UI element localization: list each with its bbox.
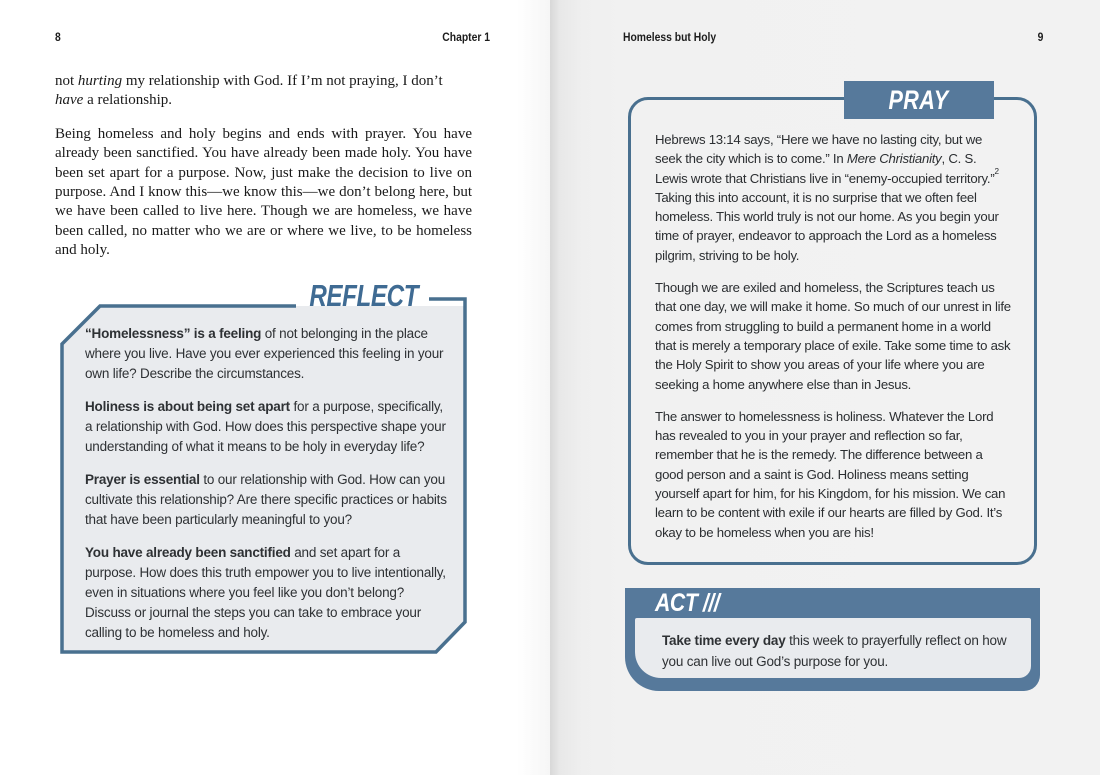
page-number-right: 9 (1037, 32, 1043, 44)
pray-paragraph: The answer to homelessness is holiness. Whatever the Lord has revealed to you in your prayer and reflection so far, remember that he is the remedy. The difference between a good person and a saint is God. Holiness means setting yourself apart for him, for his Kingdom, for his mission. We can learn to be content with exile if our hearts are filled by God. It’s okay to be homeless when you are his! (655, 408, 1006, 540)
pray-paragraph: Though we are exiled and homeless, the Scriptures teach us that one day, we will make it home. So much of our unrest in life comes from struggling to build a permanent home in a world that is merely a temporary place of exile. Take some time to ask the Holy Spirit to show you areas of your life where you are seeking a home anywhere else than in Jesus. (655, 280, 1011, 392)
right-page (550, 0, 1100, 775)
act-box (635, 618, 1031, 678)
running-title-left: Chapter 1 (442, 32, 490, 44)
running-title-right: Homeless but Holy (623, 32, 717, 44)
paragraph: Being homeless and holy begins and ends with prayer. You have already been sanctified. You have already been made holy. You have been set apart for a purpose. Now, just make the decision to live on purpose. And I know this—we know this—we don’t belong here, but we have been called to live here. Though we are homeless, we have been called, no matter who we are or where we live, to be homeless and holy. (55, 125, 472, 259)
reflect-question: You have already been sanctified and set apart for a purpose. How does this truth empower you to live intentionally, even in situations where you feel like you don’t belong? Discuss or journal the steps you can take to embrace your calling to be homeless and holy. (85, 545, 446, 640)
body-text (55, 72, 472, 275)
reflect-question: Prayer is essential to our relationship with God. How can you cultivate this relationship? Are there specific practices or habits that have been particularly meaningful to you? (85, 472, 447, 527)
reflect-questions (85, 324, 450, 656)
act-heading: ACT /// (655, 588, 720, 617)
reflect-question: Holiness is about being set apart for a purpose, specifically, a relationship with God. How does this perspective shape your understanding of what it means to be holy in everyday life? (85, 399, 446, 454)
pray-text (631, 100, 1034, 562)
paragraph: not hurting my relationship with God. If I’m not praying, I don’t have a relationship. (55, 73, 443, 109)
reflect-section (55, 278, 470, 663)
pray-section (628, 84, 1037, 565)
reflect-heading: REFLECT (309, 278, 419, 313)
pray-heading: PRAY (844, 81, 994, 119)
pray-paragraph: Hebrews 13:14 says, “Here we have no lasting city, but we seek the city which is to come.” In Mere Christianity, C. S. Lewis wrote that Christians live in “enemy-occupied territory.”$^2$ Taking this into account, it is no surprise that we often feel homeless. This world truly is not our home. As you begin your time of prayer, endeavor to approach the Lord as a homeless pilgrim, striving to be holy. (655, 132, 999, 263)
act-section (625, 588, 1040, 691)
reflect-question: “Homelessness” is a feeling of not belonging in the place where you live. Have you ever experienced this feeling in your own life? Describe the circumstances. (85, 326, 444, 381)
page-number-left: 8 (55, 32, 61, 44)
act-text: Take time every day this week to prayerfully reflect on how you can live out God’s purpose for you. (662, 633, 1007, 669)
